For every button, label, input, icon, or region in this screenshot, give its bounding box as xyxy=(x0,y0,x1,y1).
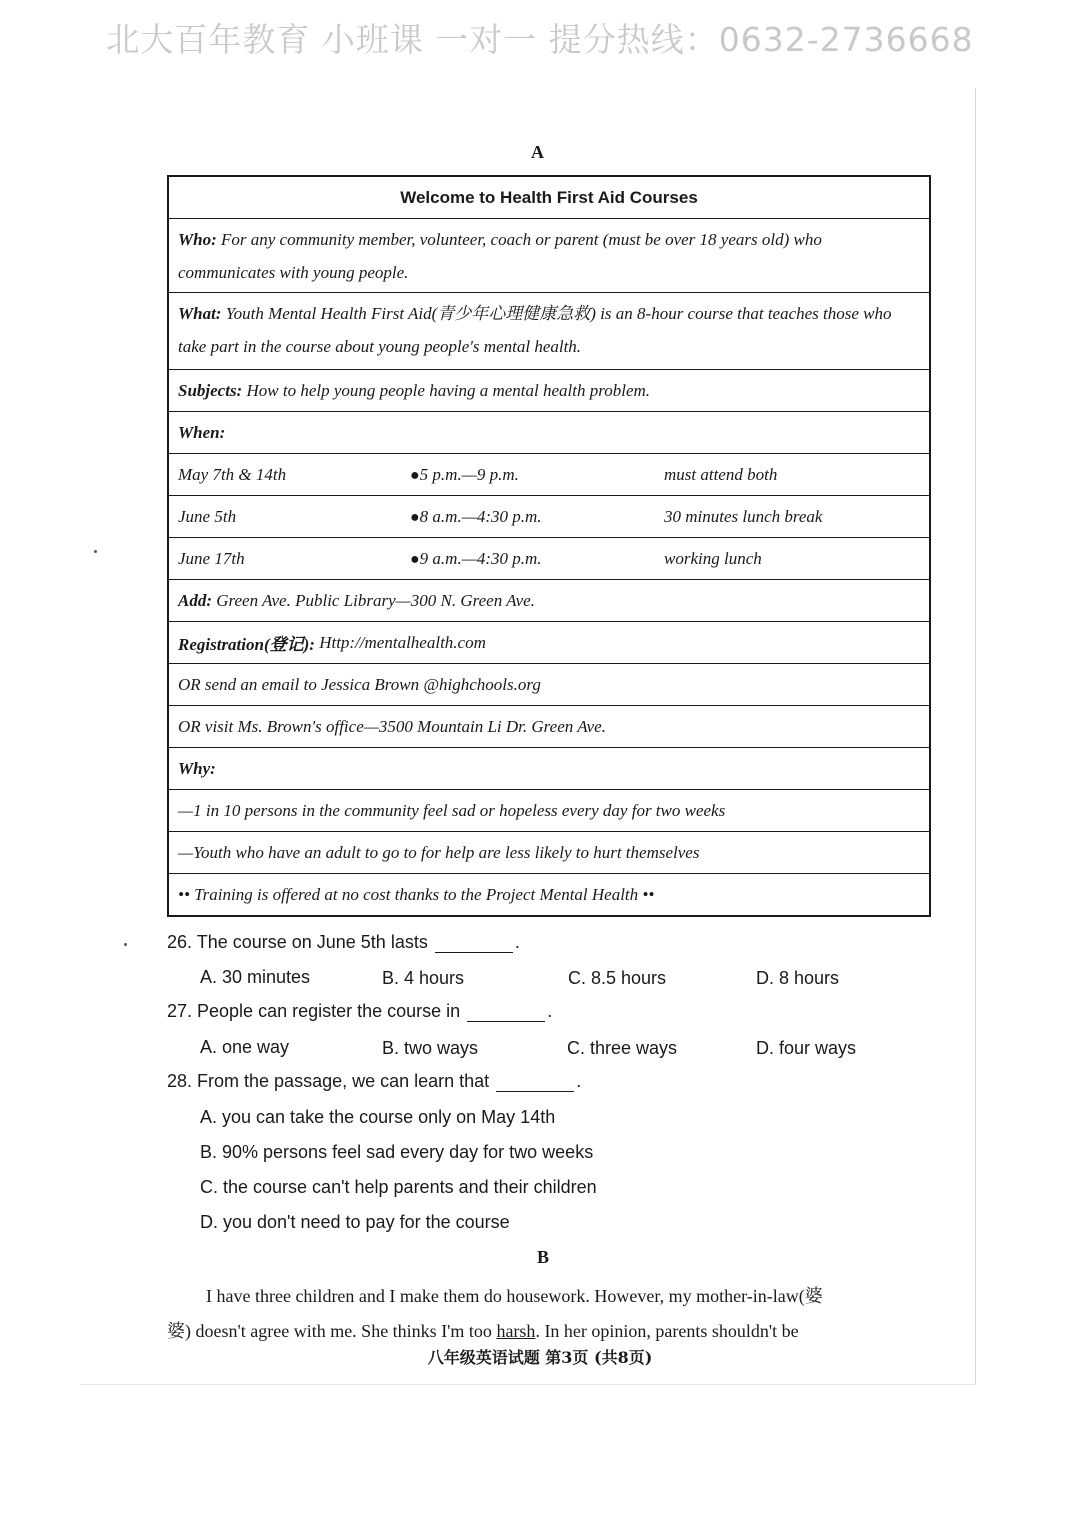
when-row xyxy=(169,412,929,454)
bullet-icon: ● xyxy=(410,508,420,526)
schedule-date: June 17th xyxy=(178,548,245,568)
subjects-row xyxy=(169,370,929,412)
page-edge xyxy=(975,88,976,1384)
section-heading-a: A xyxy=(531,142,544,162)
visit-text: OR visit Ms. Brown's office—3500 Mountain Li Dr. Green Ave. xyxy=(178,716,606,736)
training-row xyxy=(169,874,929,915)
page-footer: 八年级英语试题 第3页 (共8页) xyxy=(427,1348,653,1367)
option-d: D. you don't need to pay for the course xyxy=(200,1212,510,1232)
option-a: A. you can take the course only on May 14th xyxy=(200,1107,556,1127)
training-text: •• Training is offered at no cost thanks to the Project Mental Health •• xyxy=(178,884,655,904)
passage-text: 婆) doesn't agree with me. She thinks I'm too xyxy=(167,1321,492,1341)
question-stem: 27. People can register the course in xyxy=(167,1001,461,1021)
what-label: What: xyxy=(178,304,222,323)
schedule-date: June 5th xyxy=(178,506,237,526)
option-c: C. three ways xyxy=(567,1038,678,1058)
who-text: For any community member, volunteer, coach or parent (must be over 18 years old) who communicates with young people. xyxy=(178,230,822,282)
option-b: B. 90% persons feel sad every day for two weeks xyxy=(200,1142,594,1162)
course-title: Welcome to Health First Aid Courses xyxy=(169,177,929,219)
section-heading-b: B xyxy=(537,1247,550,1267)
option-a: A. 30 minutes xyxy=(200,967,311,987)
question-end: . xyxy=(514,932,520,952)
question-stem: 28. From the passage, we can learn that xyxy=(167,1071,490,1091)
scan-speck xyxy=(124,943,127,946)
passage-b-line-1: I have three children and I make them do housework. However, my mother-in-law(婆 xyxy=(206,1286,823,1306)
option-b: B. two ways xyxy=(382,1038,479,1058)
schedule-date: May 7th & 14th xyxy=(178,464,287,484)
email-text: OR send an email to Jessica Brown @highchools.org xyxy=(178,674,541,694)
why-reason-row xyxy=(169,790,929,832)
subjects-text: How to help young people having a mental health problem. xyxy=(246,380,651,400)
question-27 xyxy=(167,1001,552,1022)
why-label: Why: xyxy=(178,758,216,778)
schedule-time: 8 a.m.—4:30 p.m. xyxy=(419,506,542,526)
schedule-note: working lunch xyxy=(664,548,762,568)
course-info-box xyxy=(167,175,931,917)
schedule-row xyxy=(169,496,929,538)
passage-text: . In her opinion, parents shouldn't be xyxy=(535,1321,799,1341)
option-a: A. one way xyxy=(200,1037,290,1057)
bullet-icon: ● xyxy=(410,466,420,484)
answer-blank xyxy=(496,1073,574,1092)
what-row xyxy=(169,293,929,370)
passage-b-line-2 xyxy=(167,1317,937,1343)
answer-blank xyxy=(467,1003,545,1022)
add-label: Add: xyxy=(178,590,212,610)
question-28 xyxy=(167,1071,581,1092)
why-row xyxy=(169,748,929,790)
schedule-note: must attend both xyxy=(664,464,778,484)
schedule-time: 5 p.m.—9 p.m. xyxy=(419,464,519,484)
schedule-row xyxy=(169,538,929,580)
question-stem: 26. The course on June 5th lasts xyxy=(167,932,428,952)
option-c: C. 8.5 hours xyxy=(568,968,667,988)
bullet-icon: ● xyxy=(410,550,420,568)
schedule-note: 30 minutes lunch break xyxy=(664,506,823,526)
registration-label: Registration(登记): xyxy=(178,635,315,654)
page-edge xyxy=(80,1384,976,1385)
option-c: C. the course can't help parents and their children xyxy=(200,1177,597,1197)
address-row xyxy=(169,580,929,622)
underlined-word: harsh xyxy=(496,1321,536,1341)
schedule-row xyxy=(169,454,929,496)
who-label: Who: xyxy=(178,230,217,249)
option-d: D. 8 hours xyxy=(756,968,840,988)
why-reason: —Youth who have an adult to go to for help are less likely to hurt themselves xyxy=(178,842,700,862)
registration-link: Http://mentalhealth.com xyxy=(319,632,486,652)
question-26 xyxy=(167,932,520,953)
email-row xyxy=(169,664,929,706)
answer-blank xyxy=(435,934,513,953)
when-label: When: xyxy=(178,422,226,442)
subjects-label: Subjects: xyxy=(178,380,243,400)
add-text: Green Ave. Public Library—300 N. Green Ave. xyxy=(216,590,535,610)
watermark-text: 北大百年教育 小班课 一对一 提分热线：0632-2736668 xyxy=(106,20,974,59)
scan-speck xyxy=(94,550,97,553)
registration-row xyxy=(169,622,929,664)
who-row xyxy=(169,219,929,293)
option-b: B. 4 hours xyxy=(382,968,465,988)
question-end: . xyxy=(576,1071,582,1091)
schedule-time: 9 a.m.—4:30 p.m. xyxy=(419,548,542,568)
why-reason-row xyxy=(169,832,929,874)
question-end: . xyxy=(547,1001,553,1021)
option-d: D. four ways xyxy=(756,1038,857,1058)
why-reason: —1 in 10 persons in the community feel sad or hopeless every day for two weeks xyxy=(178,800,726,820)
visit-row xyxy=(169,706,929,748)
what-text: Youth Mental Health First Aid(青少年心理健康急救) is an 8-hour course that teaches those who take part in the course about young people's mental health. xyxy=(178,304,892,356)
